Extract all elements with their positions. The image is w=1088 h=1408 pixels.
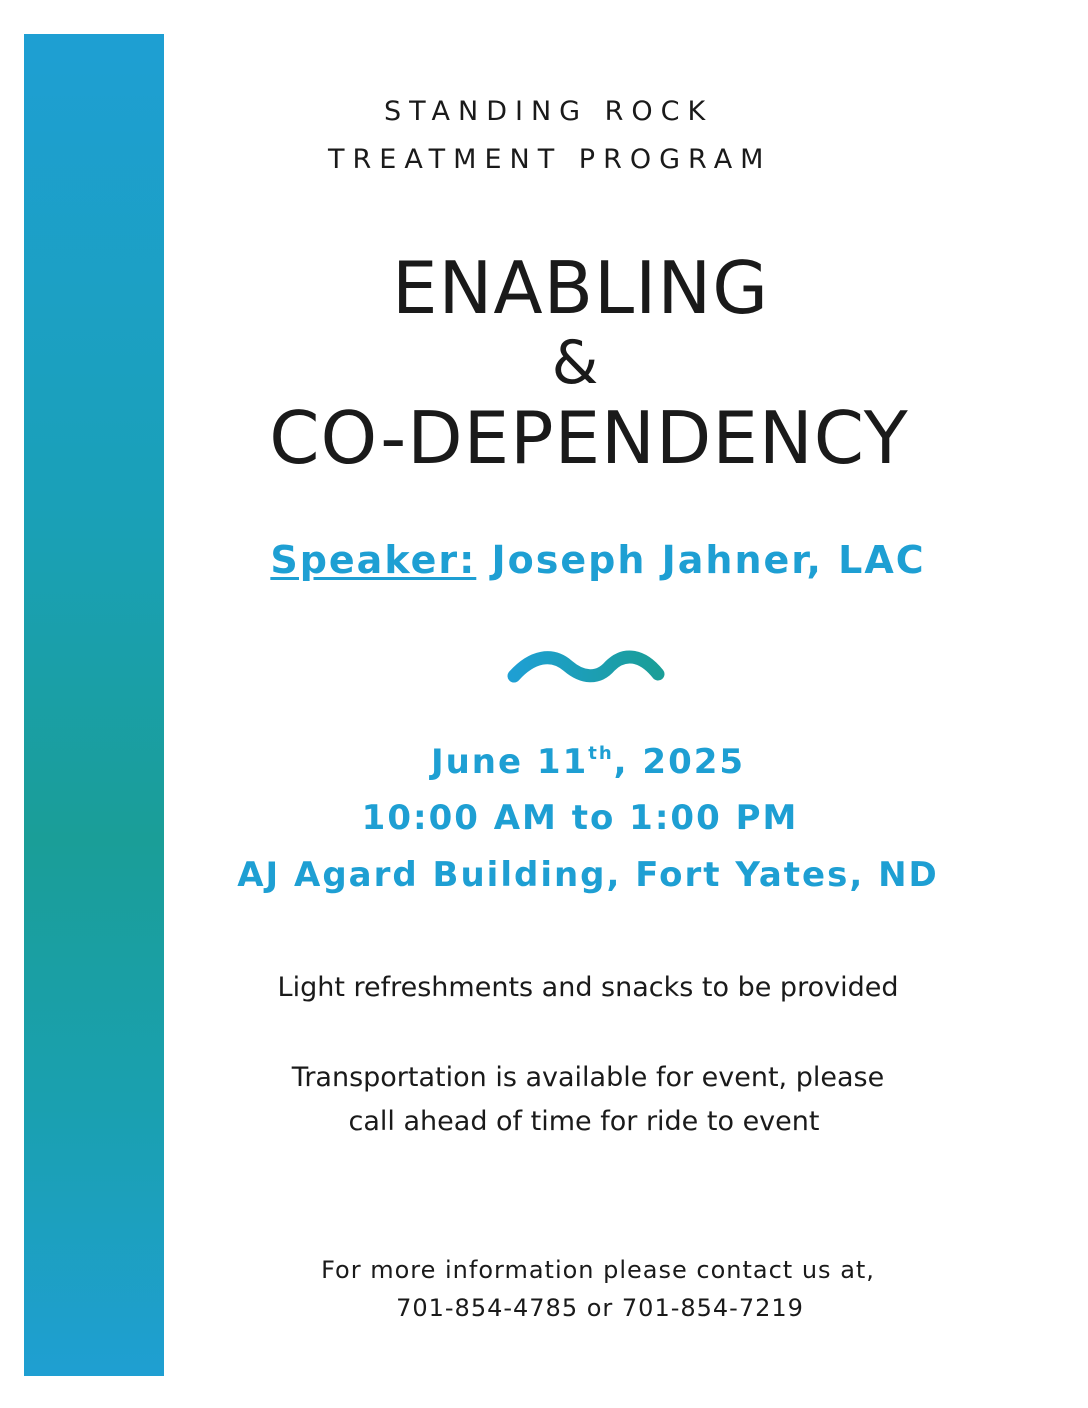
speaker-line [228,538,968,582]
contact-phone-numbers: 701-854-4785 or 701-854-7219 [396,1294,804,1322]
event-time: 10:00 AM to 1:00 PM [361,798,799,838]
wave-divider-icon [506,646,666,688]
event-date-year: , 2025 [613,742,746,782]
title-line-codependency: CO-DEPENDENCY [269,396,909,480]
event-date-suffix: th [588,743,614,764]
title-line-ampersand: & [551,328,599,398]
title-line-enabling: ENABLING [392,246,769,330]
refreshments-note: Light refreshments and snacks to be provided [277,972,899,1003]
speaker-label: Speaker: [270,538,477,582]
transport-note-line-2: call ahead of time for ride to event [348,1106,820,1137]
speaker-name: Joseph Jahner, LAC [491,538,926,582]
transport-note-line-1: Transportation is available for event, please [291,1062,885,1093]
event-date [188,742,988,782]
event-location: AJ Agard Building, Fort Yates, ND [237,855,939,895]
decorative-side-bar [24,34,164,1376]
organization-line-1: STANDING ROCK [384,96,714,127]
organization-line-2: TREATMENT PROGRAM [328,144,772,175]
event-date-prefix: June 11 [430,742,589,782]
contact-line-1: For more information please contact us at, [321,1256,875,1284]
